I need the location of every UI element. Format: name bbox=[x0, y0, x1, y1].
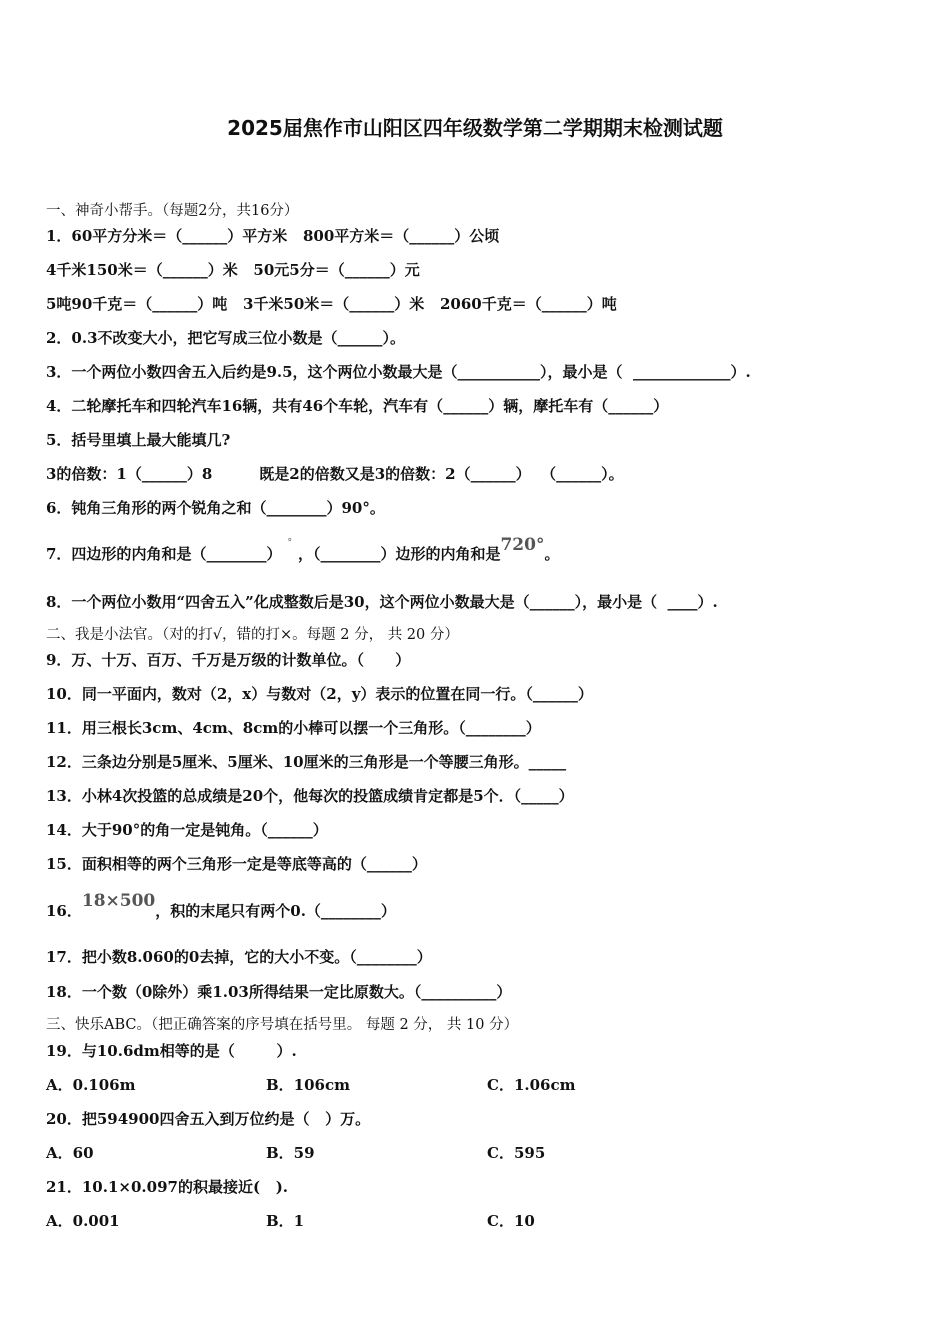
question-6: 6．钝角三角形的两个锐角之和（________）90°。 bbox=[46, 499, 385, 517]
q20-option-a: A．60 bbox=[46, 1144, 94, 1162]
question-4: 4．二轮摩托车和四轮汽车16辆，共有46个车轮，汽车有（______）辆，摩托车有（______） bbox=[46, 397, 669, 415]
q19-option-c: C．1.06cm bbox=[487, 1076, 576, 1094]
question-7-end: 。 bbox=[544, 545, 560, 563]
product-formula: 18×500 bbox=[81, 891, 156, 911]
q19-option-a: A．0.106m bbox=[46, 1076, 136, 1094]
question-9: 9．万、十万、百万、千万是万级的计数单位。（ ） bbox=[46, 651, 411, 669]
question-13: 13．小林4次投篮的总成绩是20个，他每次的投篮成绩肯定都是5个．（_____） bbox=[46, 787, 574, 805]
question-10: 10．同一平面内，数对（2，x）与数对（2，y）表示的位置在同一行。（______） bbox=[46, 685, 593, 703]
question-7-part-2: ，（________）边形的内角和是 bbox=[297, 545, 501, 563]
q20-option-b: B．59 bbox=[266, 1144, 315, 1162]
question-17: 17．把小数8.060的0去掉，它的大小不变。（________） bbox=[46, 948, 432, 966]
question-5: 5．括号里填上最大能填几? bbox=[46, 431, 231, 449]
page-title: 2025届焦作市山阳区四年级数学第二学期期末检测试题 bbox=[227, 116, 723, 140]
question-16-text: ，积的末尾只有两个0.（________） bbox=[155, 902, 396, 920]
question-1-line-2: 4千米150米＝（______）米 50元5分＝（______）元 bbox=[46, 261, 420, 279]
question-1-line-1: 1．60平方分米＝（______）平方米 800平方米＝（______）公顷 bbox=[46, 227, 500, 245]
question-15: 15．面积相等的两个三角形一定是等底等高的（______） bbox=[46, 855, 427, 873]
question-12: 12．三条边分别是5厘米、5厘米、10厘米的三角形是一个等腰三角形。_____ bbox=[46, 753, 567, 771]
q19-option-b: B．106cm bbox=[266, 1076, 350, 1094]
question-1-line-3: 5吨90千克＝（______）吨 3千米50米＝（______）米 2060千克＝（______）吨 bbox=[46, 295, 617, 313]
q21-option-a: A．0.001 bbox=[46, 1212, 120, 1230]
question-21: 21．10.1×0.097的积最接近( ). bbox=[46, 1178, 289, 1196]
section-3-header: 三、快乐ABC。（把正确答案的序号填在括号里。 每题 2 分， 共 10 分） bbox=[46, 1017, 519, 1033]
q20-option-c: C．595 bbox=[487, 1144, 546, 1162]
degree-symbol: ° bbox=[287, 538, 292, 548]
question-7 bbox=[46, 535, 560, 567]
question-7-part-1: 7．四边形的内角和是（________） bbox=[46, 545, 282, 563]
section-2-header: 二、我是小法官。（对的打√，错的打×。每题 2 分， 共 20 分） bbox=[46, 627, 459, 643]
question-8: 8．一个两位小数用“四舍五入”化成整数后是30，这个两位小数最大是（______），最小是（ ____）. bbox=[46, 593, 718, 611]
section-1-header: 一、神奇小帮手。（每题2分，共16分） bbox=[46, 203, 299, 219]
question-16-number: 16． bbox=[46, 902, 82, 920]
question-3: 3．一个两位小数四舍五入后约是9.5，这个两位小数最大是（___________），最小是（ _____________）. bbox=[46, 363, 751, 381]
question-19: 19．与10.6dm相等的是（ ）. bbox=[46, 1042, 297, 1060]
question-11: 11．用三根长3cm、4cm、8cm的小棒可以摆一个三角形。（________） bbox=[46, 719, 541, 737]
question-16 bbox=[46, 891, 396, 921]
angle-720-formula: 720° bbox=[500, 535, 545, 555]
question-20: 20．把594900四舍五入到万位约是（ ）万。 bbox=[46, 1110, 371, 1128]
question-14: 14．大于90°的角一定是钝角。（______） bbox=[46, 821, 328, 839]
q21-option-b: B．1 bbox=[266, 1212, 305, 1230]
question-2: 2．0.3不改变大小，把它写成三位小数是（______）。 bbox=[46, 329, 406, 347]
question-5-blanks: 3的倍数：1（______）8 既是2的倍数又是3的倍数：2（______） （______）。 bbox=[46, 465, 624, 483]
q21-option-c: C．10 bbox=[487, 1212, 535, 1230]
question-18: 18．一个数（0除外）乘1.03所得结果一定比原数大。（__________） bbox=[46, 983, 512, 1001]
